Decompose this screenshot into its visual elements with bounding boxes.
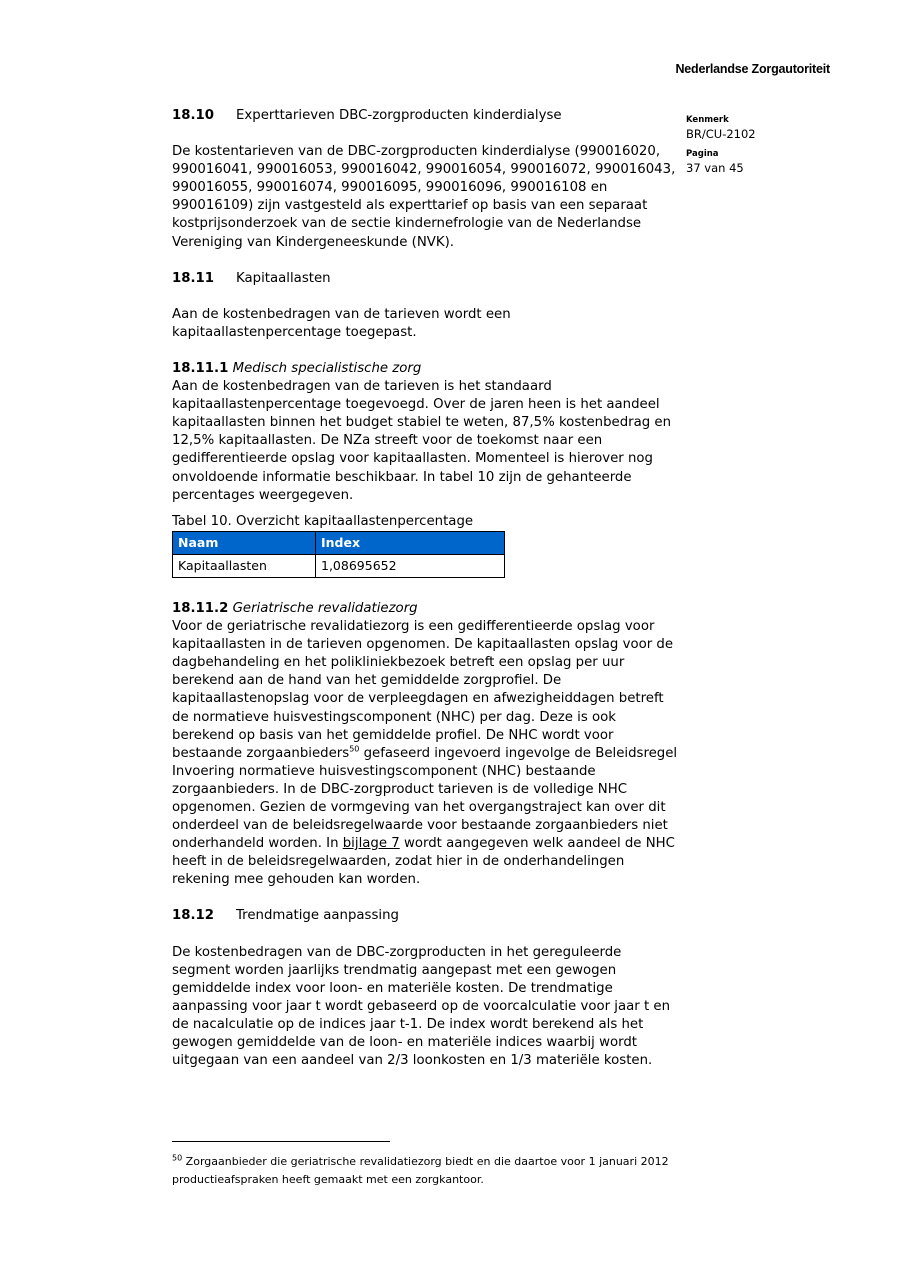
section-number: 18.11 [172,270,215,286]
section-18-11-2-body [172,618,682,889]
section-number: 18.11.1 [172,360,229,376]
table-cell-naam: Kapitaallasten [173,554,316,577]
table-row [173,554,505,577]
body-text-part: gefaseerd ingevoerd ingevolge de Beleidsregel Invoering normatieve huisvestingscomponent (NHC) bestaande zorgaanbieders. In de DBC-zorgproduct tarieven is de volledige NHC opgenomen. Gezien de vormgeving van het overgangstraject kan over dit onderdeel van de beleidsregelwaarde voor bestaande zorgaanbieders niet onderhandeld worden. In [172,745,678,852]
section-18-12-body: De kostenbedragen van de DBC-zorgproducten in het gereguleerde segment worden jaarlijks trendmatig aangepast met een gewogen gemiddelde index voor loon- en materiële kosten. De trendmatige aanpassing voor jaar t wordt gebaseerd op de voorcalculatie voor jaar t en de nacalculatie op de indices jaar t-1. De index wordt berekend als het gewogen gemiddelde van de loon- en materiële indices waarbij wordt uitgegaan van een aandeel van 2/3 loonkosten en 1/3 materiële kosten. [172,944,671,1069]
footnote-reference[interactable]: 50 [349,744,360,754]
section-18-11-1-heading [172,360,682,378]
section-18-10-heading [172,107,682,125]
section-18-11-heading [172,270,682,288]
section-title: Experttarieven DBC-zorgproducten kinderdialyse [236,108,562,123]
section-18-11-2-heading [172,600,682,618]
kapitaallasten-table [172,531,505,578]
body-text-part: wordt aangegeven welk aandeel de NHC heeft in de beleidsregelwaarden, zodat hier in de onderhandelingen rekening mee gehouden kan worden. [172,836,675,888]
pagina-label: Pagina [686,149,719,159]
section-number: 18.12 [172,908,215,924]
table-cell-index: 1,08695652 [316,554,505,577]
table-header-row [173,531,505,554]
page-content [172,107,682,1088]
footnote-text: Zorgaanbieder die geriatrische revalidatiezorg biedt en die daartoe voor 1 januari 2012 productieafspraken heeft gemaakt met een zorgkantoor. [172,1155,669,1186]
section-title: Trendmatige aanpassing [236,908,399,924]
section-18-12-heading [172,907,682,925]
section-number: 18.10 [172,108,215,123]
kenmerk-value: BR/CU-2102 [686,127,756,141]
footnote-divider [172,1141,390,1142]
section-title: Kapitaallasten [236,270,331,286]
section-title: Geriatrische revalidatiezorg [232,600,418,616]
table-caption: Tabel 10. Overzicht kapitaallastenpercentage [172,513,474,529]
footnote-number: 50 [172,1153,183,1163]
organization-header: Nederlandse Zorgautoriteit [675,62,830,76]
bijlage-link[interactable]: bijlage 7 [342,836,400,852]
section-18-10-body: De kostentarieven van de DBC-zorgproducten kinderdialyse (990016020, 990016041, 990016053, 990016042, 990016054, 990016072, 990016043, 990016055, 990016074, 990016095, 990016096, 990016108 en 990016109) zijn vastgesteld als experttarief op basis van een separaat kostprijsonderzoek van de sectie kindernefrologie van de Nederlandse Vereniging van Kindergeneeskunde (NVK). [172,144,676,250]
section-18-11-1-body: Aan de kostenbedragen van de tarieven is het standaard kapitaallastenpercentage toegevoegd. Over de jaren heen is het aandeel kapitaallasten binnen het budget stabiel te weten, 87,5% kostenbedrag en 12,5% kapitaallasten. De NZa streeft voor de toekomst naar een gedifferentieerde opslag voor kapitaallasten. Momenteel is hierover nog onvoldoende informatie beschikbaar. In tabel 10 zijn de gehanteerde percentages weergegeven. [172,379,672,503]
column-header-naam: Naam [173,531,316,554]
pagina-value: 37 van 45 [686,161,744,175]
section-18-11-body: Aan de kostenbedragen van de tarieven wordt een kapitaallastenpercentage toegepast. [172,306,511,340]
footnote [172,1153,672,1189]
section-title: Medisch specialistische zorg [232,360,422,376]
section-number: 18.11.2 [172,600,229,616]
kenmerk-label: Kenmerk [686,115,729,125]
column-header-index: Index [316,531,505,554]
body-text-part: Voor de geriatrische revalidatiezorg is een gedifferentieerde opslag voor kapitaallasten in de tarieven opgenomen. De kapitaallasten opslag voor de dagbehandeling en het polikliniekbezoek betreft een opslag per uur berekend aan de hand van het gemiddelde zorgprofiel. De kapitaallastenopslag voor de verpleegdagen en afwezigheiddagen betreft de normatieve huisvestingscomponent (NHC) per dag. Deze is ook berekend op basis van het gemiddelde profiel. De NHC wordt voor bestaande zorgaanbieders [172,619,674,761]
document-meta [686,113,756,175]
